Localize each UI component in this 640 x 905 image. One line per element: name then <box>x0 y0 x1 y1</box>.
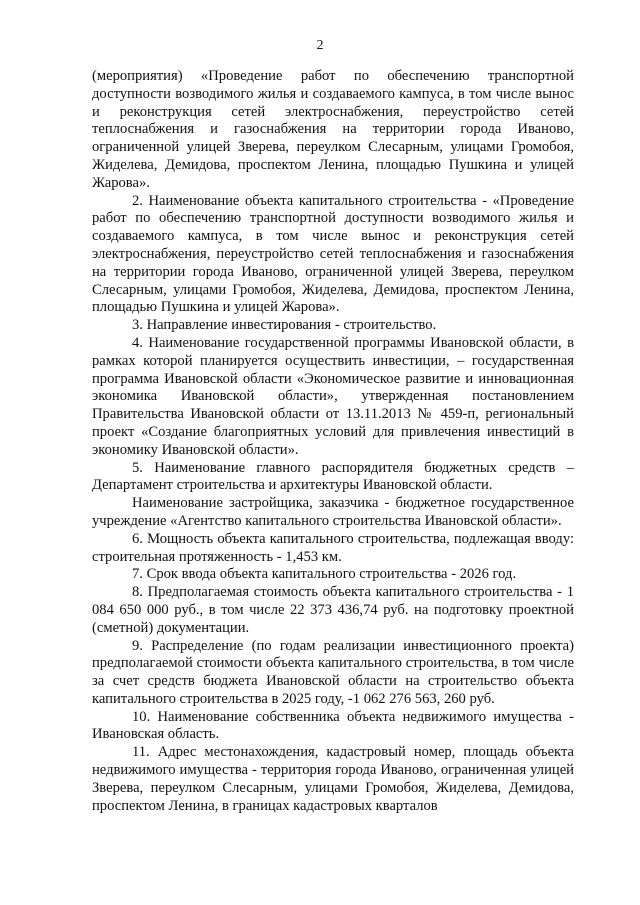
paragraph-6-capacity: 6. Мощность объекта капитального строительства, подлежащая вводу: строительная протяженность - 1,453 км. <box>92 530 574 565</box>
document-body <box>92 68 574 815</box>
paragraph-intro-continuation: (мероприятия) «Проведение работ по обеспечению транспортной доступности возводимого жилья и создаваемого кампуса, в том числе вынос и реконструкция сетей электроснабжения, переустройство сетей теплоснабжения и газоснабжения на территории города Иваново, ограниченной улицей Зверева, переулком Слесарным, улицами Громобоя, Жиделева, Демидова, проспектом Ленина, площадью Пушкина и улицей Жарова». <box>92 68 574 191</box>
paragraph-8-estimated-cost: 8. Предполагаемая стоимость объекта капитального строительства - 1 084 650 000 руб., в том числе 22 373 436,74 руб. на подготовку проектной (сметной) документации. <box>92 584 574 636</box>
paragraph-7-commissioning-date: 7. Срок ввода объекта капитального строительства - 2026 год. <box>132 566 517 583</box>
page-number: 2 <box>316 38 324 53</box>
paragraph-2-object-name: 2. Наименование объекта капитального строительства - «Проведение работ по обеспечению транспортной доступности возводимого жилья и создаваемого кампуса, в том числе вынос и реконструкция сетей электроснабжения, переустройство сетей теплоснабжения и газоснабжения на территории города Иваново, ограниченной улицей Зверева, переулком Слесарным, улицами Громобоя, Жиделева, Демидова, проспектом Ленина, площадью Пушкина и улицей Жарова». <box>92 192 574 316</box>
paragraph-9-cost-distribution: 9. Распределение (по годам реализации инвестиционного проекта) предполагаемой стоимости объекта капитального строительства, в том числе за счет средств бюджета Ивановской области на строительство объекта капитального строительства в 2025 году, -1 062 276 563, 260 руб. <box>92 637 574 707</box>
paragraph-5-main-administrator: 5. Наименование главного распорядителя бюджетных средств – Департамент строительства и архитектуры Ивановской области. <box>92 459 574 494</box>
paragraph-4-state-program: 4. Наименование государственной программы Ивановской области, в рамках которой планируется осуществить инвестиции, – государственная программа Ивановской области «Экономическое развитие и инновационная экономика Ивановской области», утвержденная постановлением Правительства Ивановской области от 13.11.2013 № 459-п, региональный проект «Создание благоприятных условий для привлечения инвестиций в экономику Ивановской области». <box>92 334 574 458</box>
paragraph-11-address: 11. Адрес местонахождения, кадастровый номер, площадь объекта недвижимого имущества - территория города Иваново, ограниченная улицей Зверева, переулком Слесарным, улицами Громобоя, Жиделева, Демидова, проспектом Ленина, в границах кадастровых кварталов <box>92 744 574 814</box>
paragraph-10-owner: 10. Наименование собственника объекта недвижимого имущества - Ивановская область. <box>92 708 574 743</box>
paragraph-developer: Наименование застройщика, заказчика - бюджетное государственное учреждение «Агентство капитального строительства Ивановской области». <box>92 495 574 529</box>
paragraph-3-investment-direction: 3. Направление инвестирования - строительство. <box>132 317 437 334</box>
